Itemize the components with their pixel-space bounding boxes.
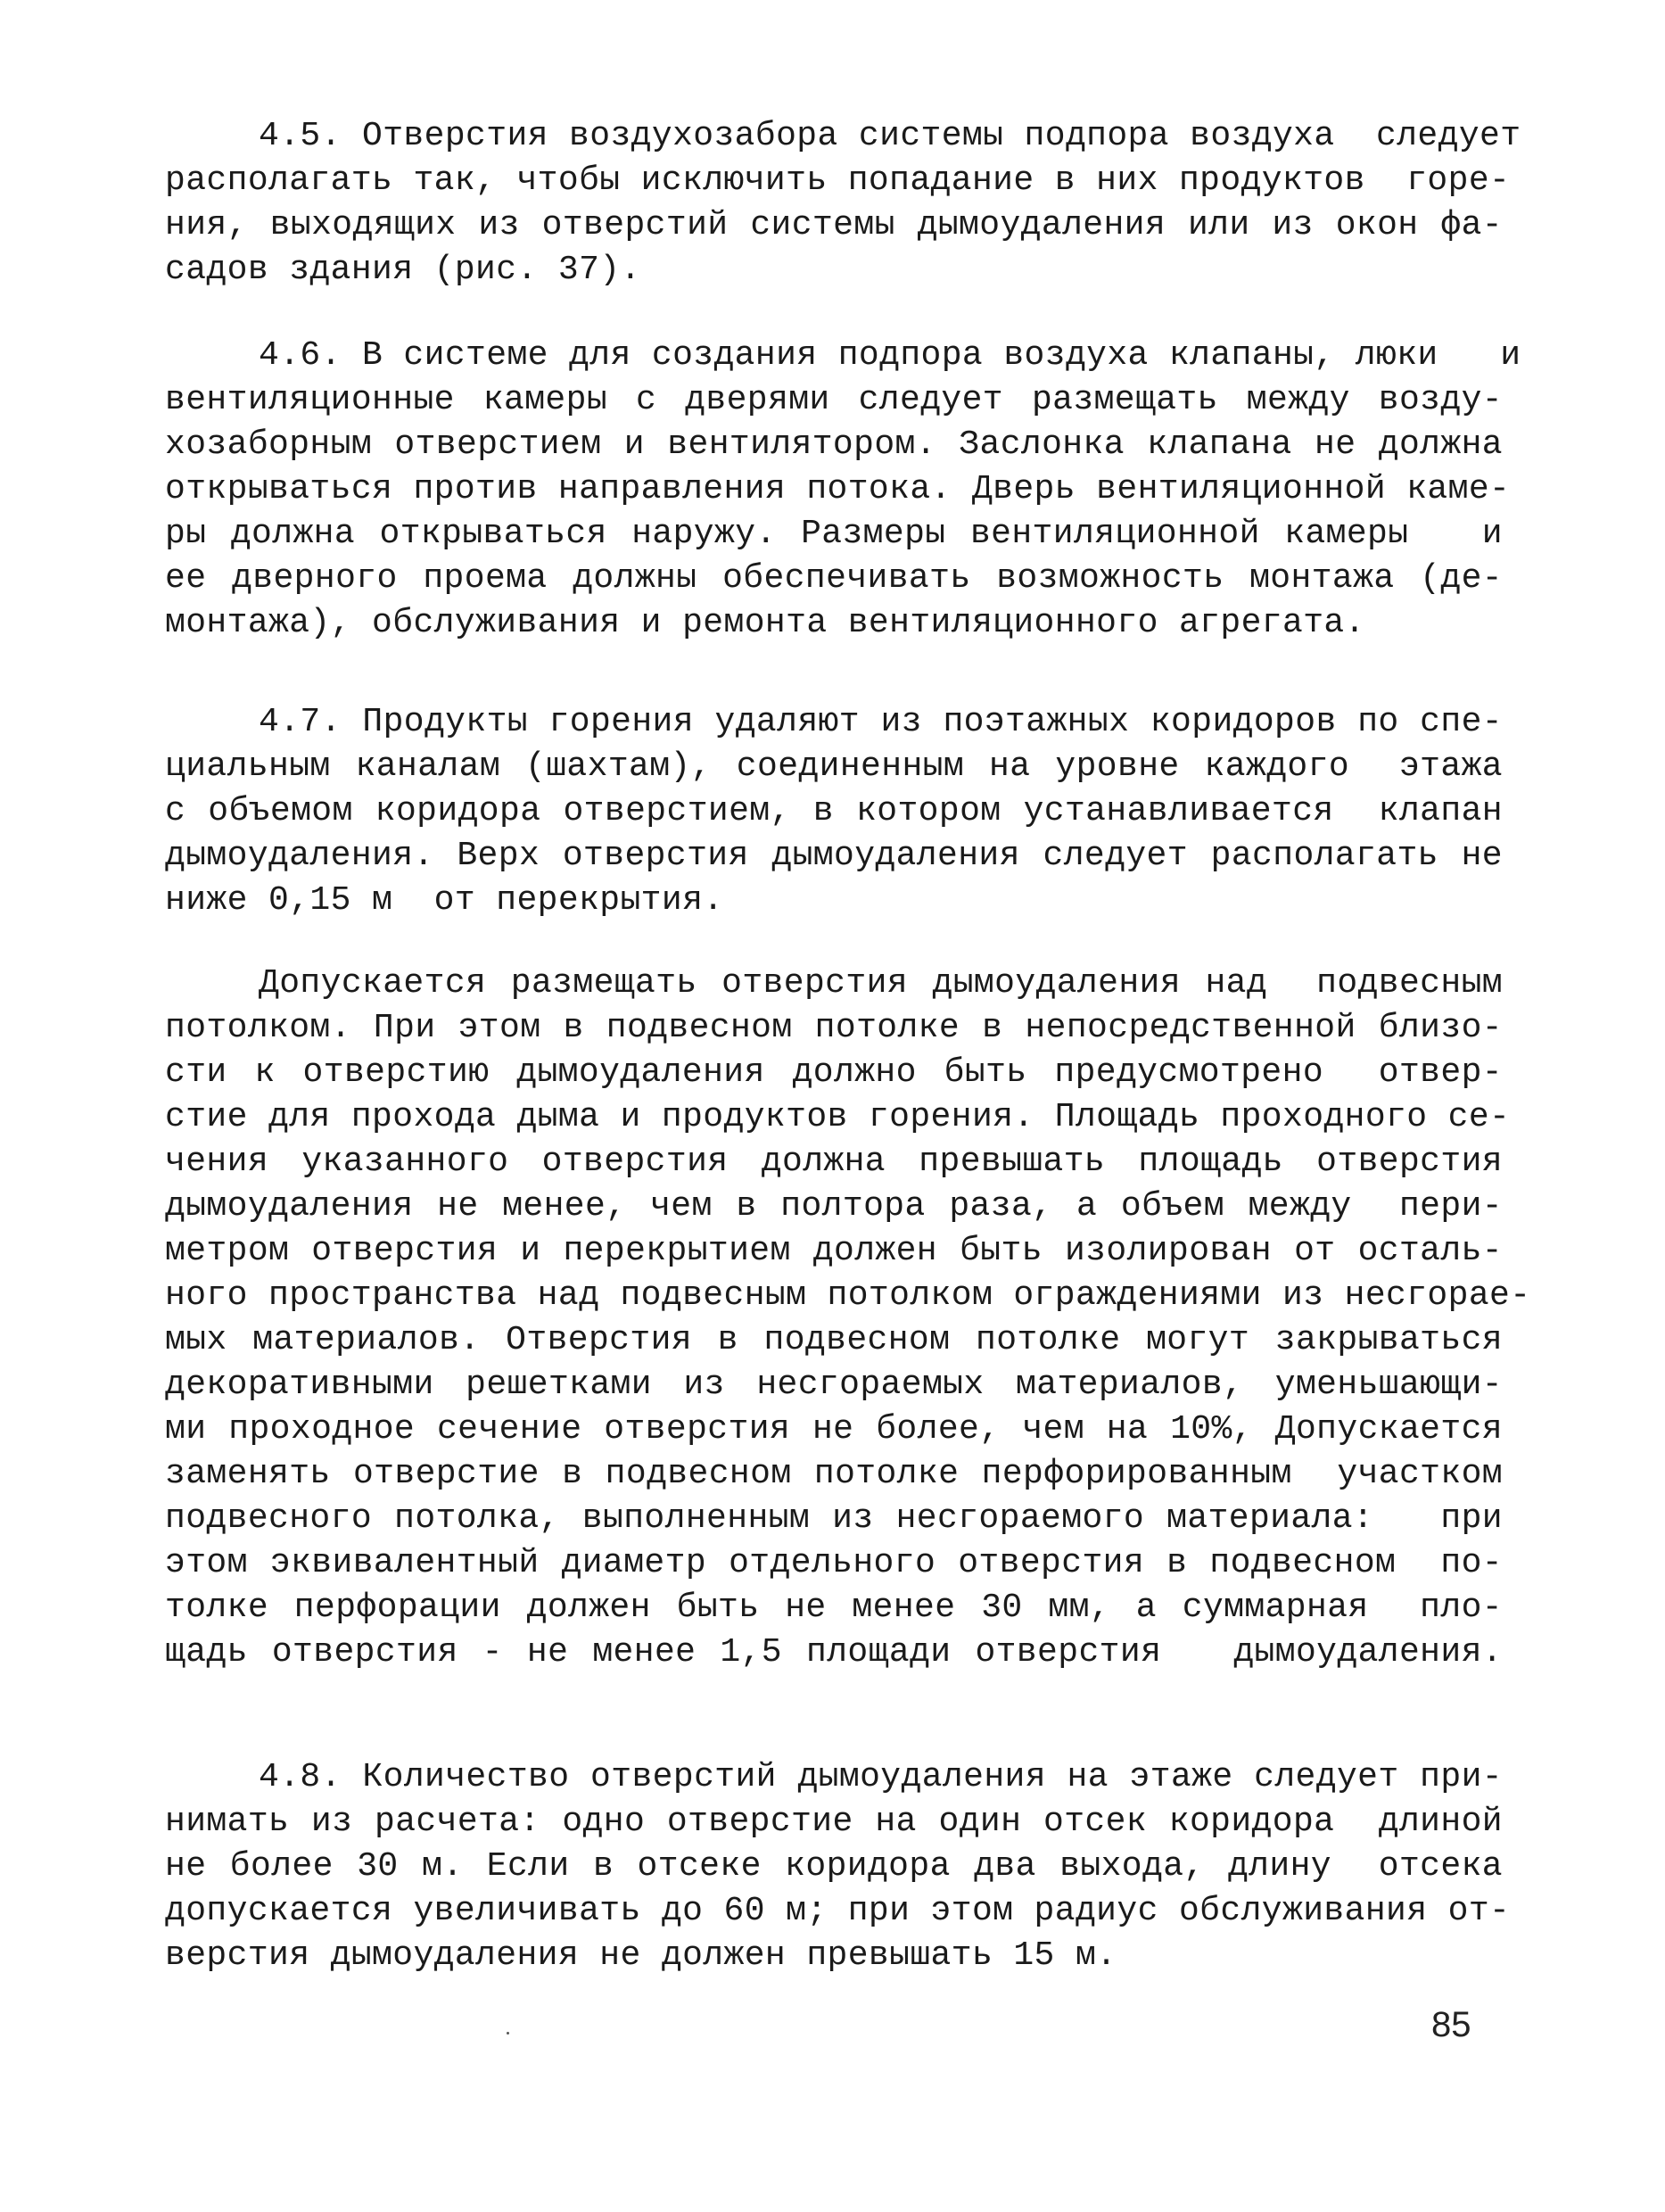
paragraph-4-8-line: нимать из расчета: одно отверстие на один отсек коридора длиной bbox=[165, 1803, 1503, 1841]
paragraph-4-5-line: садов здания (рис. 37). bbox=[165, 251, 641, 289]
scan-speck bbox=[507, 2032, 509, 2035]
paragraph-allowance-line: чения указанного отверстия должна превышать площадь отверстия bbox=[165, 1143, 1503, 1181]
paragraph-4-7-line: ниже 0,15 м от перекрытия. bbox=[165, 881, 724, 920]
paragraph-allowance-line: Допускается размещать отверстия дымоудаления над подвесным bbox=[259, 964, 1503, 1003]
paragraph-allowance-line: потолком. При этом в подвесном потолке в непосредственной близо- bbox=[165, 1009, 1503, 1047]
paragraph-allowance-line: этом эквивалентный диаметр отдельного отверстия в подвесном по- bbox=[165, 1544, 1503, 1582]
paragraph-4-6-line: монтажа), обслуживания и ремонта вентиляционного агрегата. bbox=[165, 604, 1365, 642]
paragraph-4-7-line: с объемом коридора отверстием, в котором устанавливается клапан bbox=[165, 792, 1503, 830]
paragraph-4-5-line: 4.5. Отверстия воздухозабора системы подпора воздуха следует bbox=[259, 117, 1521, 155]
paragraph-4-6-line: ры должна открываться наружу. Размеры вентиляционной камеры и bbox=[165, 515, 1503, 553]
paragraph-4-8-line: допускается увеличивать до 60 м; при этом радиус обслуживания от- bbox=[165, 1892, 1511, 1930]
paragraph-4-6-line: вентиляционные камеры с дверями следует размещать между возду- bbox=[165, 381, 1503, 419]
paragraph-allowance-line: толке перфорации должен быть не менее 30 мм, а суммарная пло- bbox=[165, 1589, 1503, 1627]
paragraph-allowance-line: дымоудаления не менее, чем в полтора раза, а объем между пери- bbox=[165, 1187, 1503, 1226]
paragraph-allowance-line: стие для прохода дыма и продуктов горения. Площадь проходного се- bbox=[165, 1098, 1511, 1136]
paragraph-allowance-line: мых материалов. Отверстия в подвесном потолке могут закрываться bbox=[165, 1321, 1503, 1359]
paragraph-4-6-line: 4.6. В системе для создания подпора воздуха клапаны, люки и bbox=[259, 336, 1521, 375]
paragraph-allowance-line: сти к отверстию дымоудаления должно быть предусмотрено отвер- bbox=[165, 1053, 1503, 1092]
paragraph-4-6-line: открываться против направления потока. Дверь вентиляционной каме- bbox=[165, 470, 1511, 508]
paragraph-allowance-line: заменять отверстие в подвесном потолке перфорированным участком bbox=[165, 1455, 1503, 1493]
paragraph-allowance-line: декоративными решетками из несгораемых материалов, уменьшающи- bbox=[165, 1366, 1503, 1404]
paragraph-4-7-line: 4.7. Продукты горения удаляют из поэтажных коридоров по спе- bbox=[259, 703, 1503, 741]
paragraph-4-7-line: дымоудаления. Верх отверстия дымоудаления следует располагать не bbox=[165, 837, 1503, 875]
paragraph-4-8-line: не более 30 м. Если в отсеке коридора два выхода, длину отсека bbox=[165, 1847, 1503, 1886]
paragraph-4-5-line: ния, выходящих из отверстий системы дымоудаления или из окон фа- bbox=[165, 206, 1503, 244]
paragraph-4-8-line: верстия дымоудаления не должен превышать 15 м. bbox=[165, 1936, 1117, 1975]
paragraph-allowance-line: подвесного потолка, выполненным из несгораемого материала: при bbox=[165, 1499, 1503, 1538]
paragraph-4-8-line: 4.8. Количество отверстий дымоудаления на этаже следует при- bbox=[259, 1758, 1503, 1796]
paragraph-4-7-line: циальным каналам (шахтам), соединенным на уровне каждого этажа bbox=[165, 747, 1503, 786]
paragraph-4-6-line: ее дверного проема должны обеспечивать возможность монтажа (де- bbox=[165, 559, 1503, 598]
paragraph-allowance-line: ми проходное сечение отверстия не более, чем на 10%, Допускается bbox=[165, 1410, 1503, 1449]
paragraph-4-5-line: располагать так, чтобы исключить попадание в них продуктов горе- bbox=[165, 161, 1511, 200]
page-number: 85 bbox=[1431, 2005, 1471, 2044]
paragraph-4-6-line: хозаборным отверстием и вентилятором. Заслонка клапана не должна bbox=[165, 425, 1503, 464]
paragraph-allowance-line: метром отверстия и перекрытием должен быть изолирован от осталь- bbox=[165, 1232, 1503, 1270]
paragraph-allowance-line: ного пространства над подвесным потолком ограждениями из несгорае- bbox=[165, 1276, 1531, 1315]
paragraph-allowance-line: щадь отверстия - не менее 1,5 площади отверстия дымоудаления. bbox=[165, 1633, 1503, 1671]
